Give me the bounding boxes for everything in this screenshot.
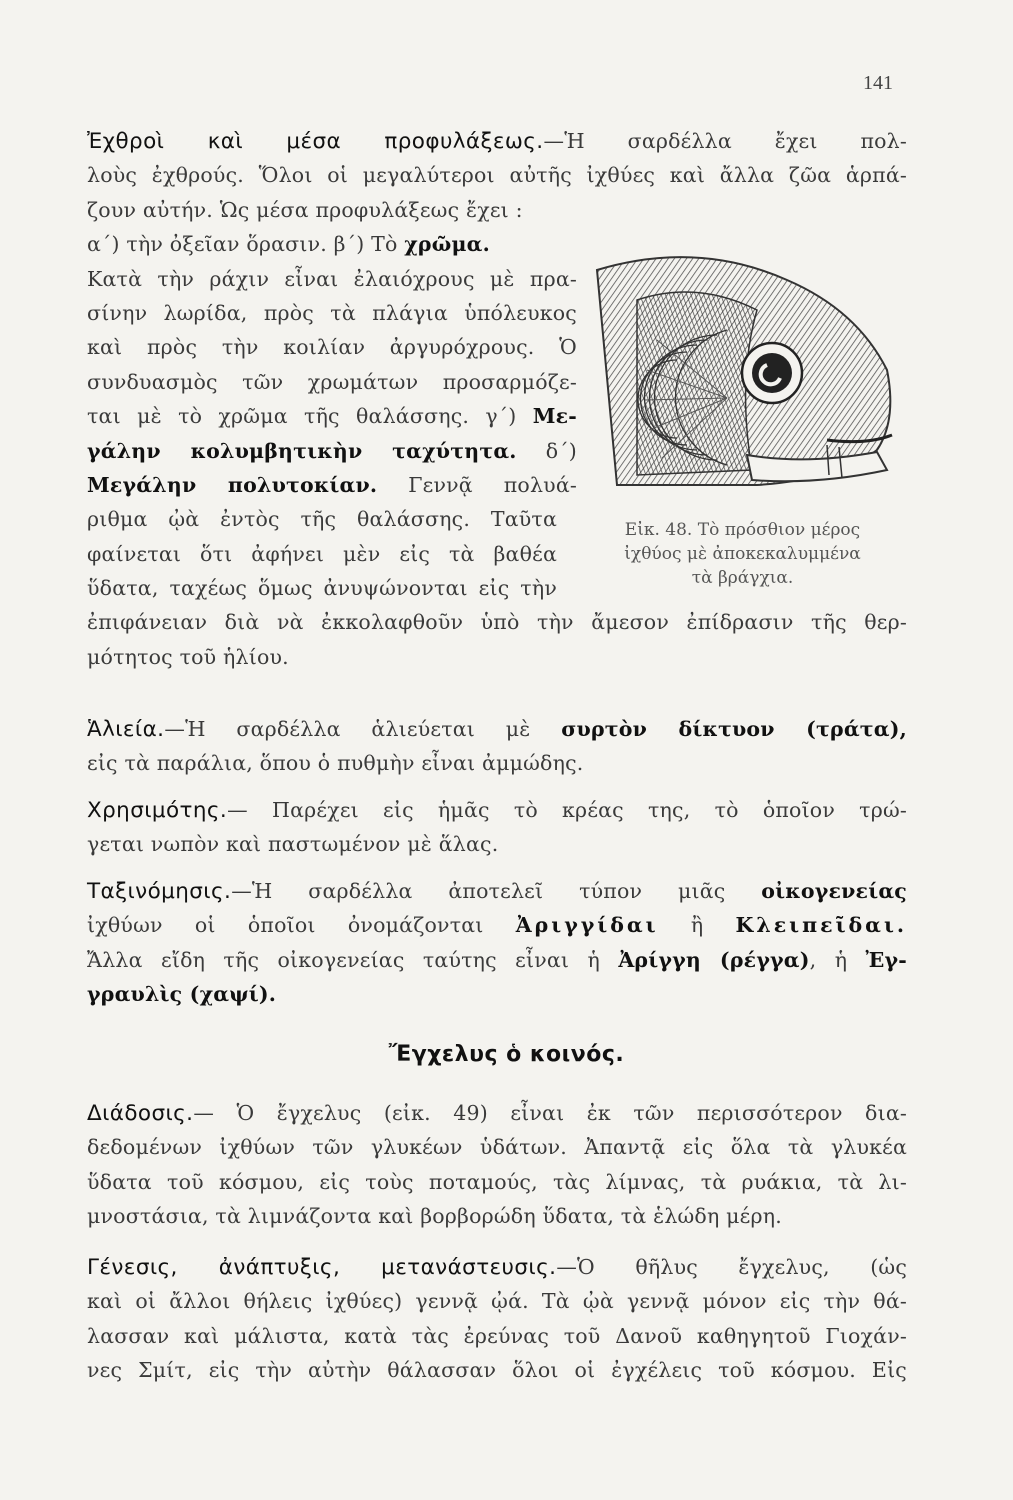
intro-line: ριθμα ᾠὰ ἐντὸς τῆς θαλάσσης. Ταῦτα <box>87 507 557 532</box>
fishing-paragraph <box>87 712 907 781</box>
intro-line: Κατὰ τὴν ράχιν εἶναι ἐλαιόχρους μὲ πρα- <box>87 266 577 291</box>
classification-line: ἰχθύων οἱ ὁποῖοι ὀνομάζονται Ἀριγγίδαι ἢ Κλειπεῖδαι. <box>87 913 907 938</box>
genesis-line: καὶ οἱ ἄλλοι θήλεις ἰχθύες) γεννᾷ ᾠά. Τὰ ᾠὰ γεννᾷ μόνον εἰς τὴν θά- <box>87 1289 907 1314</box>
intro-line: λοὺς ἐχθρούς. Ὅλοι οἱ μεγαλύτεροι αὐτῆς ἰχθύες καὶ ἄλλα ζῶα ἁρπά- <box>87 163 907 188</box>
intro-line: γάλην κολυμβητικὴν ταχύτητα. δ΄) <box>87 438 577 463</box>
intro-line: φαίνεται ὅτι ἀφήνει μὲν εἰς τὰ βαθέα <box>87 541 557 566</box>
usefulness-line: Χρησιμότης.— Παρέχει εἰς ἡμᾶς τὸ κρέας της, τὸ ὁποῖον τρώ- <box>87 798 907 823</box>
intro-line: συνδυασμὸς τῶν χρωμάτων προσαρμόζε- <box>87 369 577 394</box>
distribution-line: μνοστάσια, τὰ λιμνάζοντα καὶ βορβορώδη ὕδατα, τὰ ἑλώδη μέρη. <box>87 1204 782 1229</box>
genesis-line: λασσαν καὶ μάλιστα, κατὰ τὰς ἐρεύνας τοῦ Δανοῦ καθηγητοῦ Γιοχάν- <box>87 1323 907 1348</box>
figure-caption: Εἰκ. 48. Τὸ πρόσθιον μέρος ἰχθύος μὲ ἀποκεκαλυμμένα τὰ βράγχια. <box>624 520 861 588</box>
intro-line: μότητος τοῦ ἡλίου. <box>87 644 289 669</box>
intro-line: Μεγάλην πολυτοκίαν. Γεννᾷ πολυά- <box>87 472 577 497</box>
fish-head-illustration-icon <box>577 240 897 500</box>
distribution-line: ὕδατα τοῦ κόσμου, εἰς τοὺς ποταμούς, τὰς λίμνας, τὰ ρυάκια, τὰ λι- <box>87 1169 907 1194</box>
genesis-line: νες Σμίτ, εἰς τὴν αὐτὴν θάλασσαν ὅλοι οἱ ἐγχέλεις τοῦ κόσμου. Εἰς <box>87 1358 907 1383</box>
usefulness-line: γεται νωπὸν καὶ παστωμένον μὲ ἅλας. <box>87 832 499 857</box>
usefulness-paragraph <box>87 793 907 862</box>
distribution-line: Διάδοσις.— Ὁ ἔγχελυς (εἰκ. 49) εἶναι ἐκ τῶν περισσότερον δια- <box>87 1101 907 1126</box>
intro-line: σίνην λωρίδα, πρὸς τὰ πλάγια ὑπόλευκος <box>87 300 577 325</box>
distribution-paragraph <box>87 1096 907 1234</box>
fishing-line: Ἁλιεία.—Ἡ σαρδέλλα ἁλιεύεται μὲ συρτὸν δίκτυον (τράτα), <box>87 717 907 742</box>
classification-paragraph <box>87 874 907 1012</box>
classification-line: γραυλὶς (χαψί). <box>87 982 277 1007</box>
genesis-paragraph <box>87 1250 907 1388</box>
section-title: Ἔγχελυς ὁ κοινός. <box>388 1042 625 1067</box>
classification-line: Ἄλλα εἴδη τῆς οἰκογενείας ταύτης εἶναι ἡ Ἀρίγγη (ρέγγα), ἡ Ἐγ- <box>87 947 907 972</box>
genesis-line: Γένεσις, ἀνάπτυξις, μετανάστευσις.—Ὁ θῆλυς ἔγχελυς, (ὡς <box>87 1255 907 1280</box>
classification-line: Ταξινόμησις.—Ἡ σαρδέλλα ἀποτελεῖ τύπον μιᾶς οἰκογενείας <box>87 879 907 904</box>
fishing-line: εἰς τὰ παράλια, ὅπου ὁ πυθμὴν εἶναι ἀμμώδης. <box>87 751 584 776</box>
intro-line: ζουν αὐτήν. Ὡς μέσα προφυλάξεως ἔχει : <box>87 197 523 222</box>
intro-line: καὶ πρὸς τὴν κοιλίαν ἀργυρόχρους. Ὁ <box>87 335 577 360</box>
intro-line: ται μὲ τὸ χρῶμα τῆς θαλάσσης. γ΄) Με- <box>87 404 577 429</box>
fish-head-drawing <box>577 240 897 500</box>
intro-line: ὕδατα, ταχέως ὅμως ἀνυψώνονται εἰς τὴν <box>87 576 557 601</box>
intro-line: Ἐχθροὶ καὶ μέσα προφυλάξεως.—Ἡ σαρδέλλα ἔχει πολ- <box>87 129 907 154</box>
intro-line: α΄) τὴν ὀξεῖαν ὅρασιν. β΄) Τὸ χρῶμα. <box>87 232 490 257</box>
distribution-line: δεδομένων ἰχθύων τῶν γλυκέων ὑδάτων. Ἀπαντᾷ εἰς ὅλα τὰ γλυκέα <box>87 1135 907 1160</box>
page-number: 141 <box>863 72 893 94</box>
intro-line: ἐπιφάνειαν διὰ νὰ ἐκκολαφθοῦν ὑπὸ τὴν ἄμεσον ἐπίδρασιν τῆς θερ- <box>87 610 907 635</box>
